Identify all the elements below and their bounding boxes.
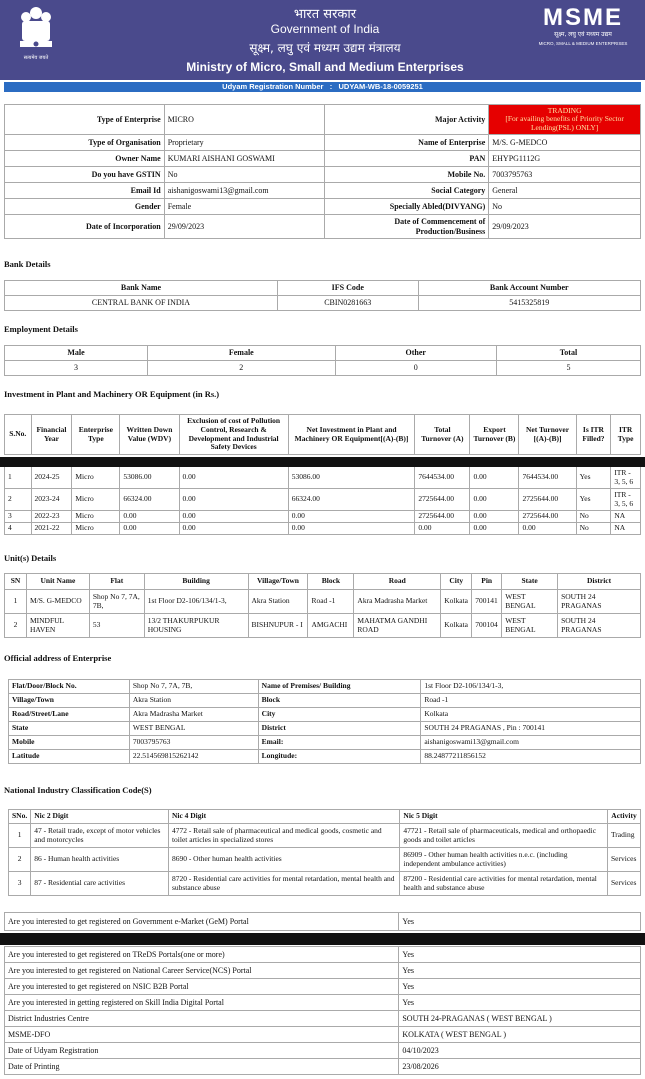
- table-row: Flat/Door/Block No. Shop No 7, 7A, 7B, Name of Premises/ Building 1st Floor D2-106/134/1-3,: [9, 680, 641, 694]
- gem-question: Are you interested to get registered on Government e-Market (GeM) Portal: [5, 913, 399, 931]
- inv-total-turnover-header: Total Turnover (A): [415, 415, 470, 455]
- pan-value: EHYPG1112G: [489, 151, 641, 167]
- nic-activity-header: Activity: [607, 810, 640, 824]
- page-header: [0, 0, 645, 80]
- table-row: 2 86 - Human health activities 8690 - Other human health activities 86909 - Other human health activities n.e.c. (including independent ambulance activities) Services: [9, 848, 641, 872]
- investment-table: [4, 414, 641, 535]
- table-row: Date of Printing 23/08/2026: [5, 1059, 641, 1075]
- nic-4-digit-header: Nic 4 Digit: [168, 810, 399, 824]
- registration-label: Udyam Registration Number: [222, 82, 324, 91]
- ministry-title: Ministry of Micro, Small and Medium Enterprises: [186, 60, 464, 74]
- major-activity-label: Major Activity: [324, 105, 489, 135]
- gov-title: Government of India: [270, 22, 380, 36]
- gender-value: Female: [164, 199, 324, 215]
- inv-wdv-header: Written Down Value (WDV): [120, 415, 179, 455]
- inv-net-investment-header: Net Investment in Plant and Machinery OR Equipment[(A)-(B)]: [288, 415, 415, 455]
- bank-section-title: Bank Details: [4, 259, 51, 269]
- enterprise-details-table: [4, 104, 641, 239]
- social-category-label: Social Category: [324, 183, 489, 199]
- nic-sno-header: SNo.: [9, 810, 31, 824]
- unit-district-header: District: [558, 574, 641, 590]
- inv-fy-header: Financial Year: [31, 415, 72, 455]
- other-value: 0: [335, 361, 496, 376]
- registration-number: UDYAM-WB-18-0059251: [338, 82, 423, 91]
- registration-separator: :: [329, 82, 333, 91]
- table-row: 3 2022-23 Micro 0.00 0.00 0.00 2725644.00 0.00 2725644.00 No NA: [5, 511, 641, 523]
- msme-logo-sub: MICRO, SMALL & MEDIUM ENTERPRISES: [538, 41, 628, 46]
- date-commencement-label: Date of Commencement of Production/Business: [324, 215, 489, 239]
- registration-number-bar: [4, 82, 641, 92]
- hindi-ministry-title: सूक्ष्म, लघु एवं मध्यम उद्यम मंत्रालय: [249, 41, 401, 55]
- table-row: Mobile 7003795763 Email: aishanigoswami13@gmail.com: [9, 736, 641, 750]
- unit-road-header: Road: [354, 574, 441, 590]
- unit-name-header: Unit Name: [26, 574, 89, 590]
- owner-name-label: Owner Name: [5, 151, 165, 167]
- male-header: Male: [5, 346, 148, 361]
- owner-name-value: KUMARI AISHANI GOSWAMI: [164, 151, 324, 167]
- female-header: Female: [148, 346, 335, 361]
- redaction-bar-2: [0, 933, 645, 945]
- table-row: Are you interested in getting registered on Skill India Digital Portal Yes: [5, 995, 641, 1011]
- date-incorporation-value: 29/09/2023: [164, 215, 324, 239]
- table-row: 2 2023-24 Micro 66324.00 0.00 66324.00 2725644.00 0.00 2725644.00 Yes ITR - 3, 5, 6: [5, 489, 641, 511]
- bank-name-value: CENTRAL BANK OF INDIA: [5, 296, 278, 311]
- emblem-motto: सत्यमेव जयते: [23, 55, 49, 61]
- table-row: Are you interested to get registered on National Career Service(NCS) Portal Yes: [5, 963, 641, 979]
- nic-section-title: National Industry Classification Code(S): [4, 785, 152, 795]
- name-of-enterprise-value: M/S. G-MEDCO: [489, 135, 641, 151]
- table-row: Village/Town Akra Station Block Road -1: [9, 694, 641, 708]
- gem-table: [4, 912, 641, 931]
- email-value: aishanigoswami13@gmail.com: [164, 183, 324, 199]
- employment-table: [4, 345, 641, 376]
- msme-logo-text: MSME: [543, 4, 623, 31]
- official-address-table: [8, 679, 641, 764]
- other-header: Other: [335, 346, 496, 361]
- unit-city-header: City: [441, 574, 472, 590]
- inv-itr-type-header: ITR Type: [611, 415, 641, 455]
- total-value: 5: [496, 361, 640, 376]
- unit-building-header: Building: [144, 574, 248, 590]
- inv-net-turnover-header: Net Turnover [(A)-(B)]: [519, 415, 576, 455]
- unit-pin-header: Pin: [472, 574, 502, 590]
- nic-2-digit-header: Nic 2 Digit: [31, 810, 169, 824]
- major-activity-value: TRADING [For availing benefits of Priority Sector Lending(PSL) ONLY]: [489, 105, 641, 135]
- table-row: District Industries Centre SOUTH 24-PRAGANAS ( WEST BENGAL ): [5, 1011, 641, 1027]
- name-of-enterprise-label: Name of Enterprise: [324, 135, 489, 151]
- male-value: 3: [5, 361, 148, 376]
- type-of-organisation-value: Proprietary: [164, 135, 324, 151]
- table-row: Latitude 22.514569815262142 Longitude: 88.24877211856152: [9, 750, 641, 764]
- gstin-value: No: [164, 167, 324, 183]
- units-section-title: Unit(s) Details: [4, 553, 57, 563]
- inv-type-header: Enterprise Type: [72, 415, 120, 455]
- unit-village-header: Village/Town: [248, 574, 308, 590]
- mobile-value: 7003795763: [489, 167, 641, 183]
- official-address-section-title: Official address of Enterprise: [4, 653, 112, 663]
- type-of-enterprise-value: MICRO: [164, 105, 324, 135]
- unit-block-header: Block: [308, 574, 354, 590]
- table-row: 1 2024-25 Micro 53086.00 0.00 53086.00 7644534.00 0.00 7644534.00 Yes ITR - 3, 5, 6: [5, 467, 641, 489]
- table-row: 3 87 - Residential care activities 8720 - Residential care activities for mental retardation, mental health and substance abuse 87200 - Residential care activities for mental retardation, mental health and substance abuse Services: [9, 872, 641, 896]
- table-row: Are you interested to get registered on TReDS Portals(one or more) Yes: [5, 947, 641, 963]
- mobile-label: Mobile No.: [324, 167, 489, 183]
- account-number-value: 5415325819: [418, 296, 640, 311]
- specially-abled-value: No: [489, 199, 641, 215]
- bank-table: [4, 280, 641, 311]
- table-row: 2 MINDFUL HAVEN 53 13/2 THAKURPUKUR HOUSING BISHNUPUR - I AMGACHI MAHATMA GANDHI ROAD Kolkata 700104 WEST BENGAL SOUTH 24 PRAGANAS: [5, 614, 641, 638]
- date-incorporation-label: Date of Incorporation: [5, 215, 165, 239]
- female-value: 2: [148, 361, 335, 376]
- account-number-header: Bank Account Number: [418, 281, 640, 296]
- msme-logo-hindi: सूक्ष्म, लघु एवं मध्यम उद्यम: [554, 31, 612, 38]
- table-row: State WEST BENGAL District SOUTH 24 PRAGANAS , Pin : 700141: [9, 722, 641, 736]
- table-row: Are you interested to get registered on NSIC B2B Portal Yes: [5, 979, 641, 995]
- pan-label: PAN: [324, 151, 489, 167]
- inv-itr-filled-header: Is ITR Filled?: [576, 415, 611, 455]
- type-of-organisation-label: Type of Organisation: [5, 135, 165, 151]
- gender-label: Gender: [5, 199, 165, 215]
- table-row: 1 47 - Retail trade, except of motor vehicles and motorcycles 4772 - Retail sale of pharmaceutical and medical goods, cosmetic and toilet articles in specialized stores 47721 - Retail sale of pharmaceuticals, medical and orthopaedic goods and toilet articles Trading: [9, 824, 641, 848]
- table-row: Date of Udyam Registration 04/10/2023: [5, 1043, 641, 1059]
- table-row: Road/Street/Lane Akra Madrasha Market City Kolkata: [9, 708, 641, 722]
- unit-state-header: State: [502, 574, 558, 590]
- investment-section-title: Investment in Plant and Machinery OR Equipment (in Rs.): [4, 389, 220, 399]
- inv-sno-header: S.No.: [5, 415, 32, 455]
- units-table: [4, 573, 641, 638]
- unit-sn-header: SN: [5, 574, 27, 590]
- table-row: 4 2021-22 Micro 0.00 0.00 0.00 0.00 0.00 0.00 No NA: [5, 523, 641, 535]
- employment-section-title: Employment Details: [4, 324, 78, 334]
- gem-answer: Yes: [399, 913, 641, 931]
- inv-export-turnover-header: Export Turnover (B): [470, 415, 519, 455]
- msme-logo: [528, 3, 638, 51]
- social-category-value: General: [489, 183, 641, 199]
- national-emblem-icon: [14, 3, 58, 65]
- ifs-code-value: CBIN0281663: [278, 296, 419, 311]
- inv-exclusion-header: Exclusion of cost of Pollution Control, Research & Development and Industrial Safety Devices: [179, 415, 288, 455]
- unit-flat-header: Flat: [89, 574, 144, 590]
- hindi-gov-title: भारत सरकार: [293, 7, 357, 22]
- email-label: Email Id: [5, 183, 165, 199]
- nic-table: [8, 809, 641, 896]
- registration-preferences-table: [4, 946, 641, 1075]
- nic-5-digit-header: Nic 5 Digit: [400, 810, 608, 824]
- bank-name-header: Bank Name: [5, 281, 278, 296]
- redaction-bar: [0, 457, 645, 467]
- ifs-code-header: IFS Code: [278, 281, 419, 296]
- table-row: MSME-DFO KOLKATA ( WEST BENGAL ): [5, 1027, 641, 1043]
- total-header: Total: [496, 346, 640, 361]
- table-row: 1 M/S. G-MEDCO Shop No 7, 7A, 7B, 1st Floor D2-106/134/1-3, Akra Station Road -1 Akra Madrasha Market Kolkata 700141 WEST BENGAL SOUTH 24 PRAGANAS: [5, 590, 641, 614]
- date-commencement-value: 29/09/2023: [489, 215, 641, 239]
- gstin-label: Do you have GSTIN: [5, 167, 165, 183]
- type-of-enterprise-label: Type of Enterprise: [5, 105, 165, 135]
- specially-abled-label: Specially Abled(DIVYANG): [324, 199, 489, 215]
